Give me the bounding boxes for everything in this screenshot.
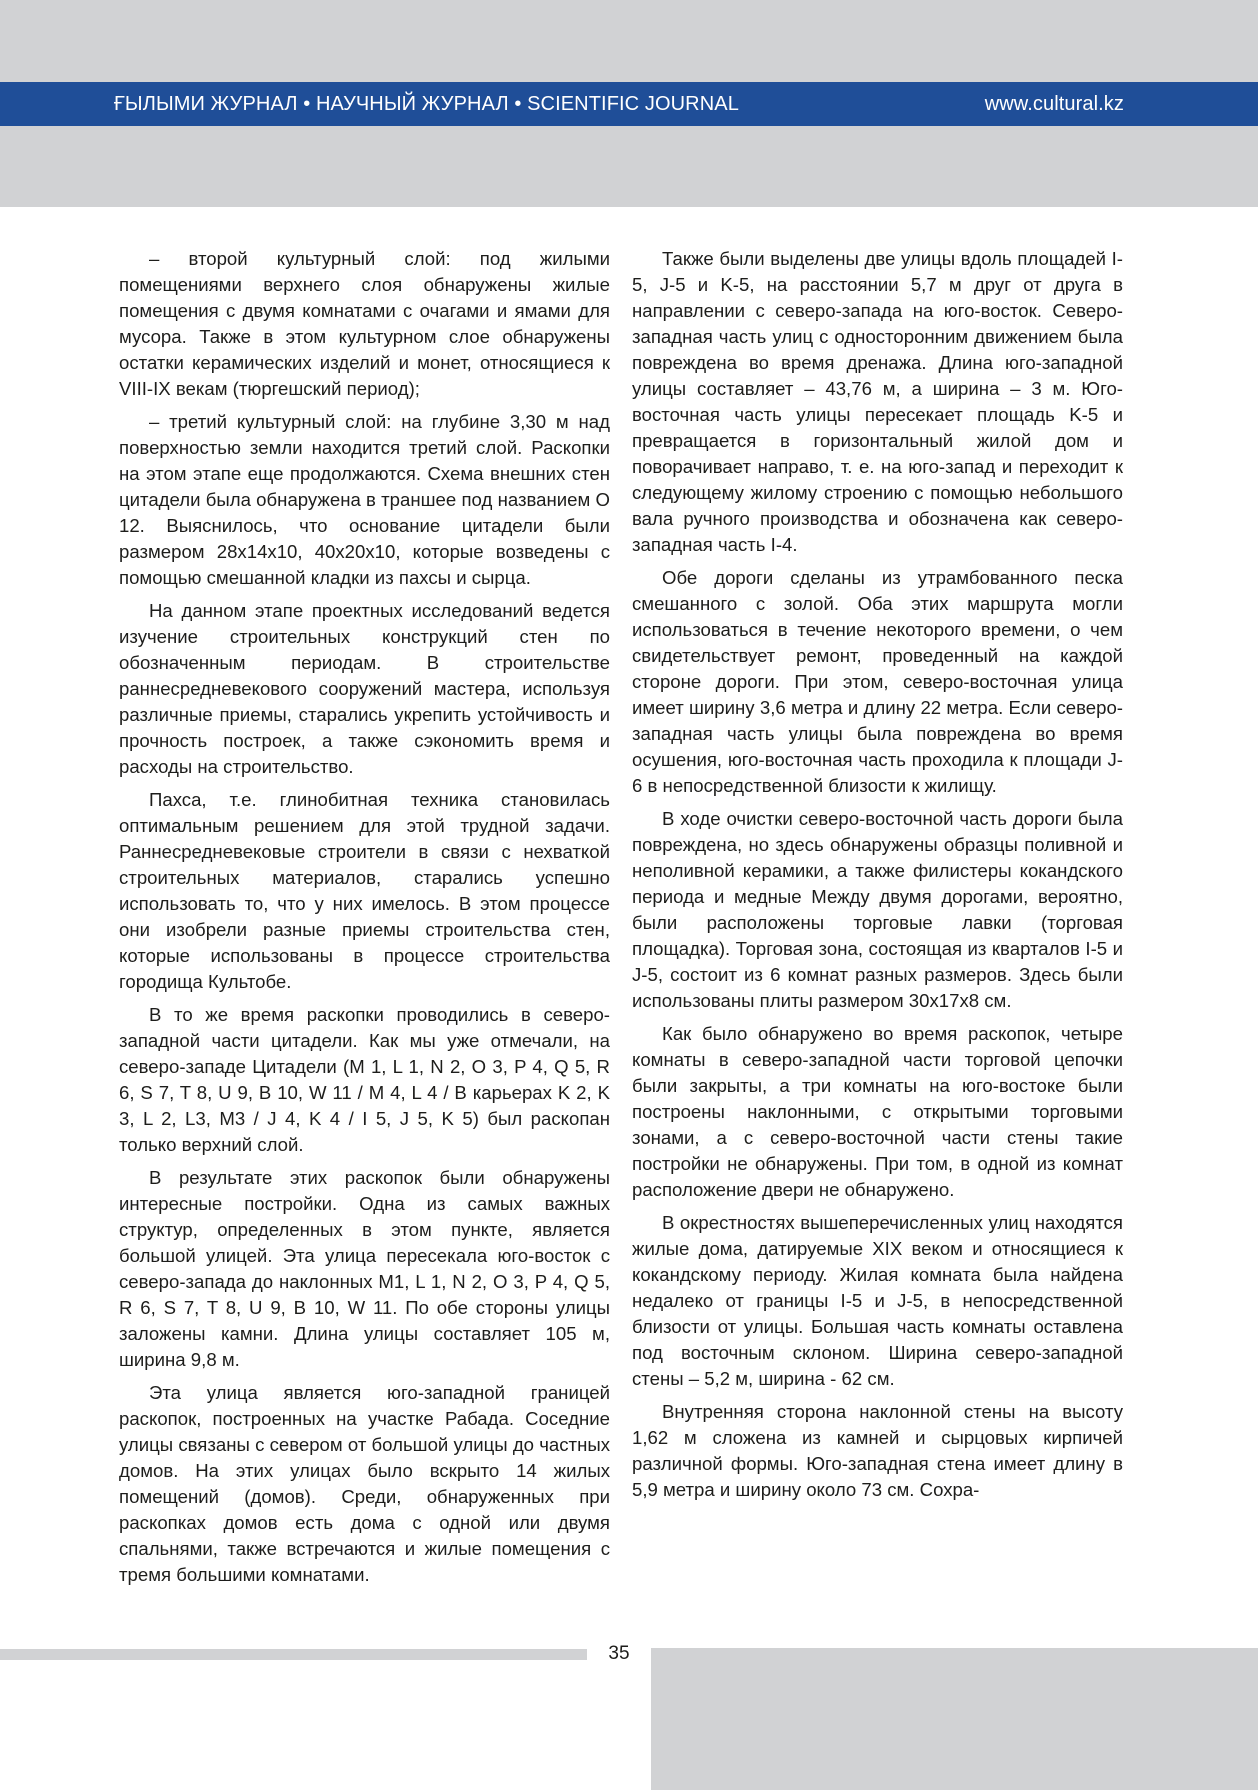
paragraph: – третий культурный слой: на глубине 3,30 м над поверхностью земли находится третий слой. Раскопки на этом этапе еще продолжаются. Схема внешних стен цитадели была обнаружена в траншее под названием О 12. Выяснилось, что основание цитадели были размером 28х14х10, 40х20х10, которые возведены с помощью смешанной кладки из пахсы и сырца. [119, 411, 610, 588]
journal-names: ҒЫЛЫМИ ЖУРНАЛ • НАУЧНЫЙ ЖУРНАЛ • SCIENTIFIC JOURNAL [114, 92, 739, 115]
paragraph: Эта улица является юго-западной границей раскопок, построенных на участке Рабада. Соседние улицы связаны с севером от большой улицы до частных домов. На этих улицах было вскрыто 14 жилых помещений (домов). Среди, обнаруженных при раскопках домов есть дома с одной или двумя спальнями, также встречаются и жилые помещения с тремя большими комнатами. [119, 1382, 610, 1585]
paragraph: Внутренняя сторона наклонной стены на высоту 1,62 м сложена из камней и сырцовых кирпичей различной формы. Юго-западная стена имеет длину в 5,9 метра и ширину около 73 см. Сохра- [632, 1401, 1123, 1500]
article-body [119, 246, 1123, 1595]
paragraph: В то же время раскопки проводились в северо-западной части цитадели. Как мы уже отмечали, на северо-западе Цитадели (M 1, L 1, N 2, O 3, P 4, Q 5, R 6, S 7, T 8, U 9, B 10, W 11 / M 4, L 4 / B карьерах K 2, K 3, L 2, L3, M3 / J 4, K 4 / I 5, J 5, K 5) был раскопан только верхний слой. [119, 1004, 610, 1155]
paragraph: В окрестностях вышеперечисленных улиц находятся жилые дома, датируемые XIX веком и относящиеся к кокандскому периоду. Жилая комната была найдена недалеко от границы I-5 и J-5, в непосредственной близости от улицы. Большая часть комнаты оставлена под восточным склоном. Ширина северо-западной стены – 5,2 м, ширина - 62 см. [632, 1212, 1123, 1389]
paragraph: Пахса, т.е. глинобитная техника становилась оптимальным решением для этой трудной задачи. Раннесредневековые строители в связи с нехваткой строительных материалов, старались успешно использовать то, что у них имелось. В этом процессе они изобрели разные приемы строительства стен, которые использованы в процессе строительства городища Культобе. [119, 789, 610, 992]
paragraph: В ходе очистки северо-восточной часть дороги была повреждена, но здесь обнаружены образцы поливной и неполивной керамики, а также филистеры кокандского периода и медные Между двумя дорогами, вероятно, были расположены торговые лавки (торговая площадка). Торговая зона, состоящая из кварталов I-5 и J-5, состоит из 6 комнат разных размеров. Здесь были использованы плиты размером 30х17х8 см. [632, 808, 1123, 1011]
right-column [632, 246, 1123, 1595]
paragraph: Также были выделены две улицы вдоль площадей I-5, J-5 и K-5, на расстоянии 5,7 м друг от друга в направлении с северо-запада на юго-восток. Северо-западная часть улиц с односторонним движением была повреждена во время дренажа. Длина юго-западной улицы составляет – 43,76 м, а ширина – 3 м. Юго-восточная часть улицы пересекает площадь K-5 и превращается в горизонтальный жилой дом и поворачивает направо, т. е. на юго-запад и переходит к следующему жилому строению с помощью небольшого вала ручного производства и обозначена как северо-западная часть I-4. [632, 248, 1123, 555]
journal-header-bar [0, 82, 1258, 126]
paragraph: В результате этих раскопок были обнаружены интересные постройки. Одна из самых важных структур, определенных в этом пункте, является большой улицей. Эта улица пересекала юго-восток с северо-запада до наклонных М1, L 1, N 2, O 3, P 4, Q 5, R 6, S 7, T 8, U 9, B 10, W 11. По обе стороны улицы заложены камни. Длина улицы составляет 105 м, ширина 9,8 м. [119, 1167, 610, 1370]
footer-right-block [651, 1648, 1258, 1790]
page-number: 35 [608, 1643, 630, 1664]
footer-left-strip [0, 1649, 587, 1660]
paragraph: Обе дороги сделаны из утрамбованного песка смешанного с золой. Оба этих маршрута могли использоваться в течение некоторого времени, о чем свидетельствует ремонт, проведенный на каждой стороне дороги. При этом, северо-восточная улица имеет ширину 3,6 метра и длину 22 метра. Если северо-западная часть улицы была повреждена во время осушения, юго-восточная часть проходила к площади J-6 в непосредственной близости к жилищу. [632, 567, 1123, 796]
paragraph: На данном этапе проектных исследований ведется изучение строительных конструкций стен по обозначенным периодам. В строительстве раннесредневекового сооружений мастера, используя различные приемы, старались укрепить устойчивость и прочность построек, а также сэкономить время и расходы на строительство. [119, 600, 610, 777]
left-column [119, 246, 610, 1595]
paragraph: – второй культурный слой: под жилыми помещениями верхнего слоя обнаружены жилые помещения с двумя комнатами с очагами и ямами для мусора. Также в этом культурном слое обнаружены остатки керамических изделий и монет, относящиеся к VIII-IX векам (тюргешский период); [119, 248, 610, 399]
journal-website: www.cultural.kz [984, 92, 1124, 115]
paragraph: Как было обнаружено во время раскопок, четыре комнаты в северо-западной части торговой цепочки были закрыты, а три комнаты на юго-востоке были построены наклонными, с открытыми торговыми зонами, а с северо-восточной части стены такие постройки не обнаружены. При том, в одной из комнат расположение двери не обнаружено. [632, 1023, 1123, 1200]
